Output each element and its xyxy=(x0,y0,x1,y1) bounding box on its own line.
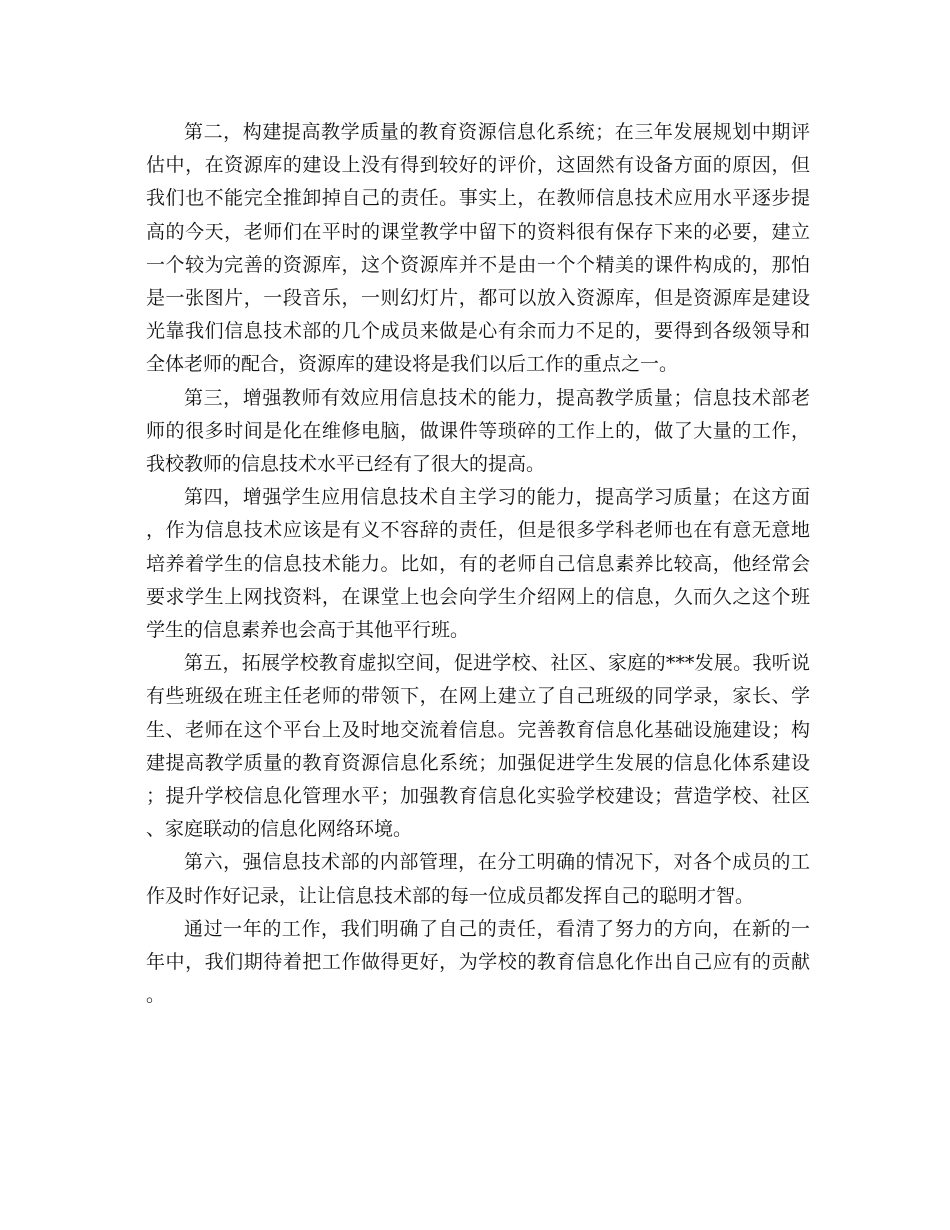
paragraph-third-teacher-ability: 第三，增强教师有效应用信息技术的能力，提高教学质量；信息技术部老师的很多时间是化在维修电脑，做课件等琐碎的工作上的，做了大量的工作，我校教师的信息技术水平已经有了很大的提高。 xyxy=(146,386,810,476)
paragraph-fifth-virtual-space: 第五，拓展学校教育虚拟空间，促进学校、社区、家庭的***发展。我听说有些班级在班主任老师的带领下，在网上建立了自己班级的同学录，家长、学生、老师在这个平台上及时地交流着信息。完善教育信息化基础设施建设；构建提高教学质量的教育资源信息化系统；加强促进学生发展的信息化体系建设；提升学校信息化管理水平；加强教育信息化实验学校建设；营造学校、社区、家庭联动的信息化网络环境。 xyxy=(146,652,810,841)
paragraph-second-resource-system: 第二，构建提高教学质量的教育资源信息化系统；在三年发展规划中期评估中，在资源库的建设上没有得到较好的评价，这固然有设备方面的原因，但我们也不能完全推卸掉自己的责任。事实上，在教师信息技术应用水平逐步提高的今天，老师们在平时的课堂教学中留下的资料很有保存下来的必要，建立一个较为完善的资源库，这个资源库并不是由一个个精美的课件构成的，那怕是一张图片，一段音乐，一则幻灯片，都可以放入资源库，但是资源库是建设光靠我们信息技术部的几个成员来做是心有余而力不足的，要得到各级领导和全体老师的配合，资源库的建设将是我们以后工作的重点之一。 xyxy=(146,121,810,376)
paragraph-conclusion: 通过一年的工作，我们明确了自己的责任，看清了努力的方向，在新的一年中，我们期待着把工作做得更好，为学校的教育信息化作出自己应有的贡献。 xyxy=(146,917,810,1007)
document-body xyxy=(146,116,810,1012)
paragraph-fourth-student-learning: 第四，增强学生应用信息技术自主学习的能力，提高学习质量；在这方面，作为信息技术应该是有义不容辞的责任，但是很多学科老师也在有意无意地培养着学生的信息技术能力。比如，有的老师自己信息素养比较高，他经常会要求学生上网找资料，在课堂上也会向学生介绍网上的信息，久而久之这个班学生的信息素养也会高于其他平行班。 xyxy=(146,486,810,642)
paragraph-sixth-internal-management: 第六，强信息技术部的内部管理，在分工明确的情况下，对各个成员的工作及时作好记录，让让信息技术部的每一位成员都发挥自己的聪明才智。 xyxy=(146,851,810,907)
